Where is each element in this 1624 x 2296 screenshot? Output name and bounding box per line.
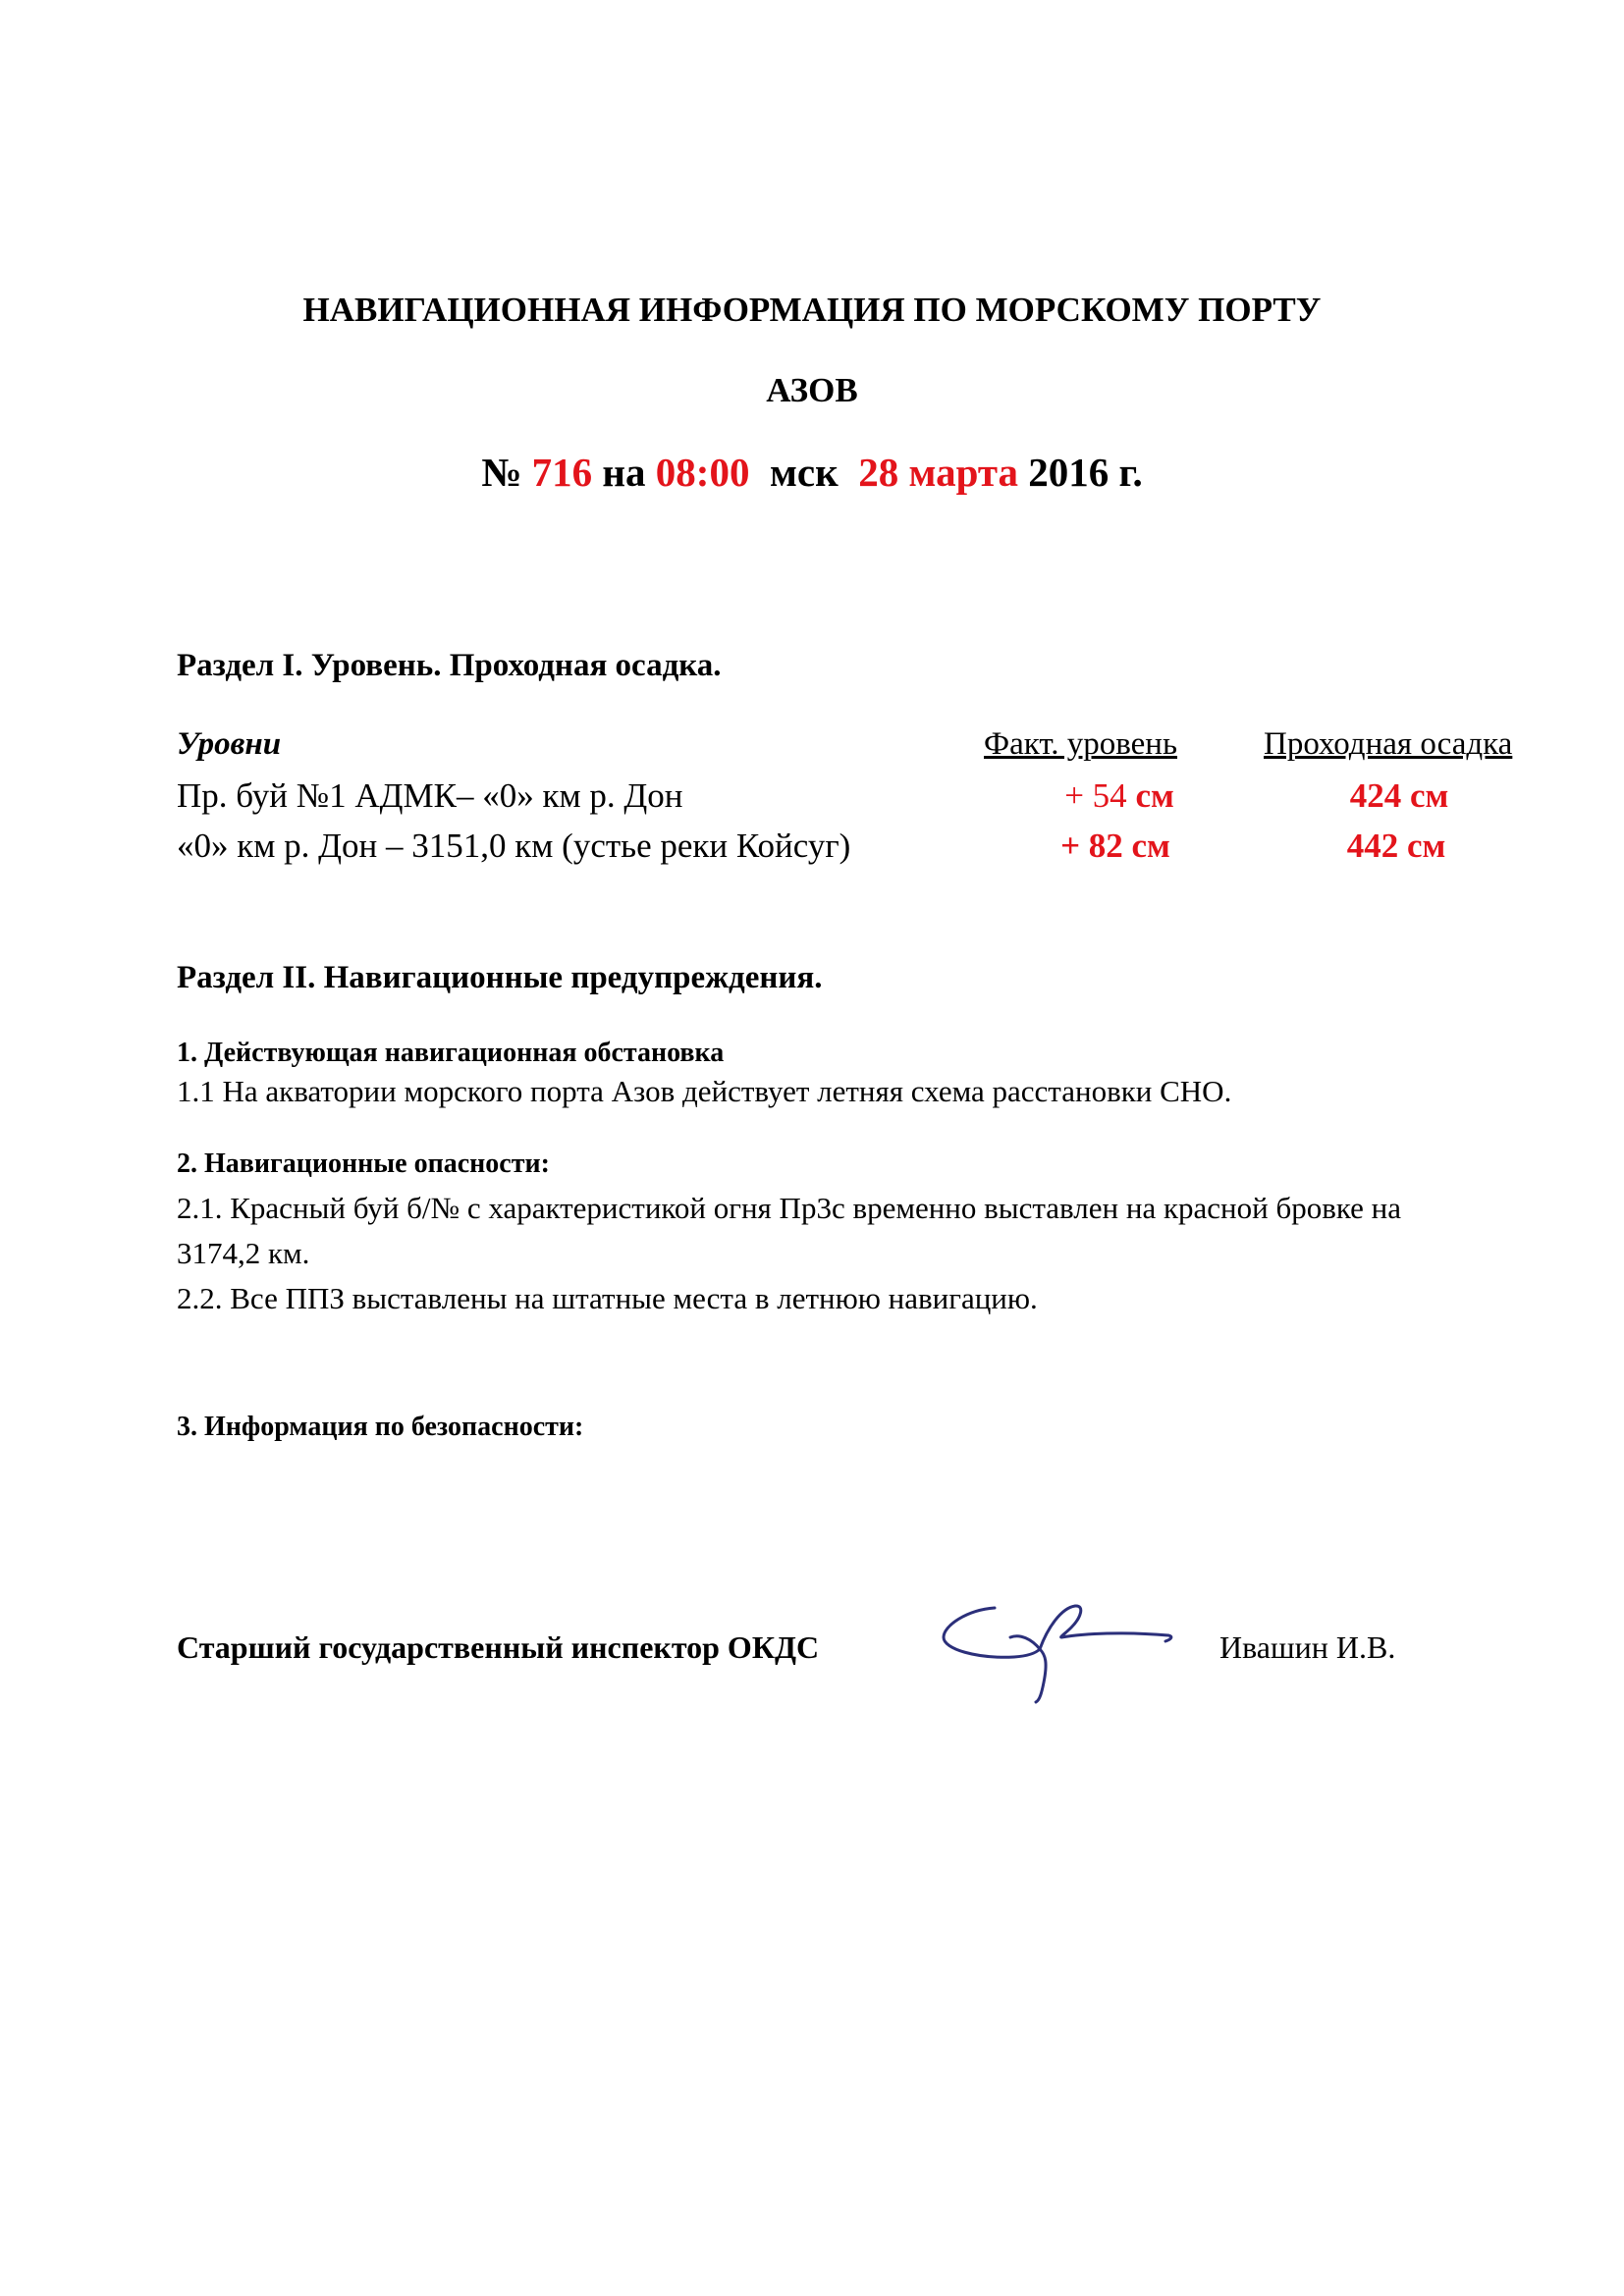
- level-row-1-actual: [1021, 776, 1218, 816]
- report-year: 2016 г.: [1028, 450, 1143, 495]
- level-row-2-label: «0» км р. Дон – 3151,0 км (устье реки Койсуг): [177, 827, 851, 865]
- item3-title: 3. Информация по безопасности:: [177, 1412, 584, 1442]
- report-date: 28 марта: [858, 450, 1019, 495]
- handwritten-signature: [938, 1598, 1183, 1706]
- at-word: на: [602, 450, 646, 495]
- level-row-1-label: Пр. буй №1 АДМК– «0» км р. Дон: [177, 776, 683, 815]
- level-row-2-actual: + 82 см: [1060, 827, 1170, 865]
- item2-line1: 2.1. Красный буй б/№ с характеристикой огня Пр3с временно выставлен на красной бровке на: [177, 1191, 1402, 1225]
- level-row-2-draft: 442 см: [1346, 827, 1446, 865]
- item1-title: 1. Действующая навигационная обстановка: [177, 1038, 725, 1068]
- signer-name: Ивашин И.В.: [1219, 1629, 1396, 1665]
- time-zone: мск: [769, 450, 839, 495]
- report-number-line: [0, 449, 1624, 496]
- port-name: АЗОВ: [766, 371, 858, 409]
- document-title: НАВИГАЦИОННАЯ ИНФОРМАЦИЯ ПО МОРСКОМУ ПОРТУ: [302, 291, 1322, 329]
- draft-header: Проходная осадка: [1264, 726, 1513, 762]
- item2-line3: 2.2. Все ППЗ выставлены на штатные места в летнюю навигацию.: [177, 1281, 1038, 1315]
- report-number: 716: [531, 450, 593, 495]
- section1-title: Раздел I. Уровень. Проходная осадка.: [177, 648, 722, 683]
- actual-level-header: Факт. уровень: [984, 726, 1178, 762]
- number-sign: №: [481, 450, 522, 495]
- levels-header: Уровни: [177, 726, 282, 762]
- report-time: 08:00: [655, 450, 750, 495]
- item2-title: 2. Навигационные опасности:: [177, 1148, 550, 1179]
- section2-title: Раздел II. Навигационные предупреждения.: [177, 960, 823, 995]
- item1-text: 1.1 На акватории морского порта Азов действует летняя схема расстановки СНО.: [177, 1074, 1232, 1108]
- level-row-1-draft: 424 см: [1349, 776, 1449, 815]
- level-row-1-actual-value: + 54: [1064, 776, 1127, 815]
- signer-position: Старший государственный инспектор ОКДС: [177, 1629, 820, 1665]
- item2-line2: 3174,2 км.: [177, 1236, 310, 1270]
- level-row-1-actual-unit: см: [1135, 776, 1174, 815]
